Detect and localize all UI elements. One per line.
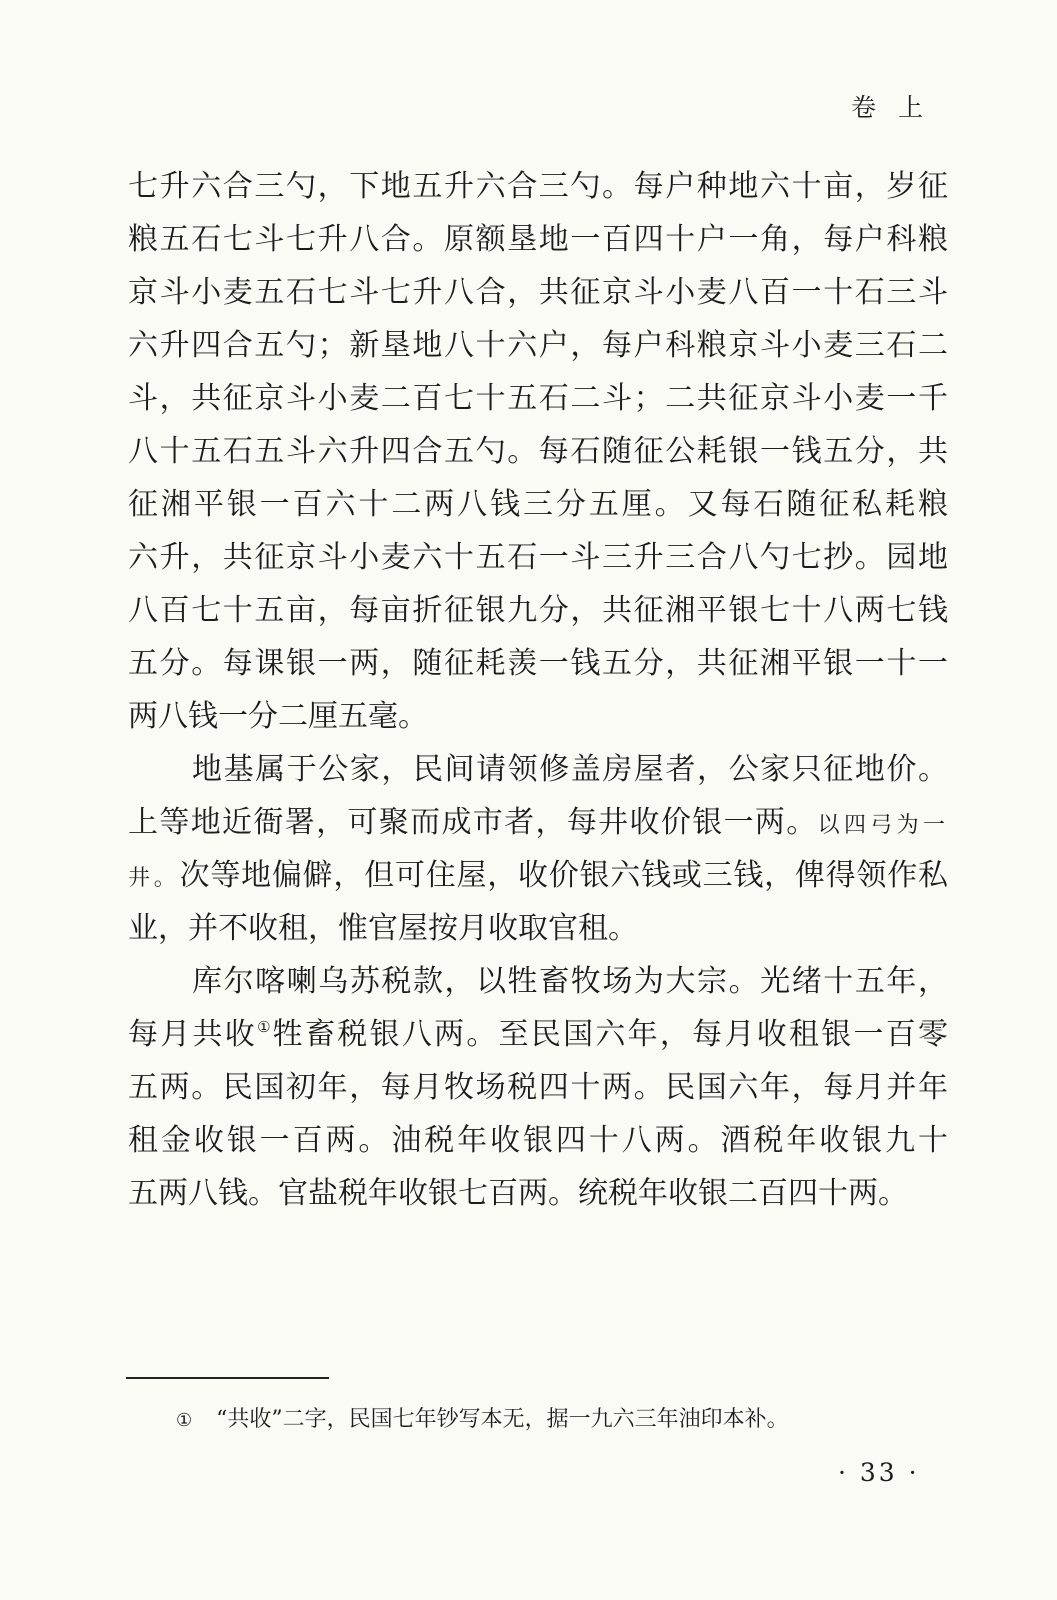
footnote-divider: [126, 1377, 329, 1379]
text-line: 业，并不收租，惟官屋按月收取官租。: [128, 911, 638, 946]
footnote: [176, 1405, 789, 1436]
footnote-number: ①: [176, 1410, 193, 1431]
footnote-reference[interactable]: ①: [257, 1018, 273, 1036]
text-line: 八百七十五亩，每亩折征银九分，共征湘平银七十八两七钱: [128, 593, 948, 628]
text-line: 八十五石五斗六升四合五勺。每石随征公耗银一钱五分，共: [128, 434, 948, 469]
text-line: 五分。每课银一两，随征耗羡一钱五分，共征湘平银一十一: [128, 646, 948, 681]
page-number: · 33 ·: [838, 1458, 920, 1487]
text-line: 五两八钱。官盐税年收银七百两。统税年收银二百四十两。: [128, 1176, 908, 1211]
text-line: 七升六合三勺，下地五升六合三勺。每户种地六十亩，岁征: [128, 169, 948, 204]
text-line: 征湘平银一百六十二两八钱三分五厘。又每石随征私耗粮: [128, 487, 948, 522]
paragraph-2: [128, 743, 948, 955]
text-line: [128, 849, 948, 902]
text-line: 六升，共征京斗小麦六十五石一斗三升三合八勺七抄。园地: [128, 540, 948, 575]
text-line: 粮五石七斗七升八合。原额垦地一百四十户一角，每户科粮: [128, 222, 948, 257]
text-span: 每月共收: [128, 1017, 258, 1052]
text-span: 次等地偏僻，但可住屋，收价银六钱或三钱，俾得领作私: [179, 858, 948, 893]
text-line: 京斗小麦五石七斗七升八合，共征京斗小麦八百一十石三斗: [128, 275, 948, 310]
inline-note: 以四弓为一: [817, 813, 948, 838]
text-line: 两八钱一分二厘五毫。: [128, 699, 428, 734]
text-span: 牲畜税银八两。至民国六年，每月收租银一百零: [272, 1017, 948, 1052]
running-header: 卷上: [850, 93, 945, 122]
text-span: 上等地近衙署，可聚而成市者，每井收价银一两。: [128, 805, 818, 840]
paragraph-1: [128, 160, 948, 743]
footnote-text: “共收”二字，民国七年钞写本无，据一九六三年油印本补。: [216, 1407, 789, 1432]
body-text: [128, 160, 948, 1220]
text-line: 租金收银一百两。油税年收银四十八两。酒税年收银九十: [128, 1123, 948, 1158]
text-line: 六升四合五勺；新垦地八十六户，每户科粮京斗小麦三石二: [128, 328, 948, 363]
paragraph-3: [128, 955, 948, 1220]
text-line: 五两。民国初年，每月牧场税四十两。民国六年，每月并年: [128, 1070, 948, 1105]
inline-note: 井。: [128, 866, 180, 891]
text-line: 地基属于公家，民间请领修盖房屋者，公家只征地价。: [192, 752, 948, 787]
text-line: [128, 1008, 948, 1061]
text-line: 斗，共征京斗小麦二百七十五石二斗；二共征京斗小麦一千: [128, 381, 948, 416]
text-line: 库尔喀喇乌苏税款，以牲畜牧场为大宗。光绪十五年，: [192, 964, 948, 999]
text-line: [128, 796, 948, 849]
